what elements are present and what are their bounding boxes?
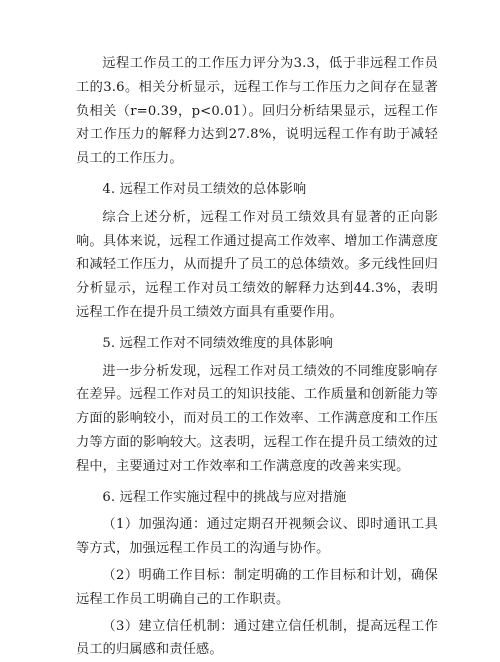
paragraph-overall-impact: 综合上述分析，远程工作对员工绩效具有显著的正向影响。具体来说，远程工作通过提高工作效率、增加工作满意度和减轻工作压力，从而提升了员工的总体绩效。多元线性回归分析显示，远程工作对员工绩效的解释力达到44.3%，表明远程工作在提升员工绩效方面具有重要作用。 — [76, 209, 438, 320]
paragraph-dimension-impact: 进一步分析发现，远程工作对员工绩效的不同维度影响存在差异。远程工作对员工的知识技能、工作质量和创新能力等方面的影响较小，而对员工的工作效率、工作满意度和工作压力等方面的影响较大。这表明，远程工作在提升员工绩效的过程中，主要通过对工作效率和工作满意度的改善来实现。 — [76, 363, 438, 474]
section-heading-6: 6. 远程工作实施过程中的挑战与应对措施 — [102, 489, 347, 505]
section-heading-5: 5. 远程工作对不同绩效维度的具体影响 — [102, 335, 334, 351]
list-item-goals: （2）明确工作目标：制定明确的工作目标和计划，确保远程工作员工明确自己的工作职责。 — [76, 567, 438, 607]
section-heading-4: 4. 远程工作对员工绩效的总体影响 — [102, 181, 307, 197]
document-page — [76, 52, 438, 662]
list-item-communication: （1）加强沟通：通过定期召开视频会议、即时通讯工具等方式，加强远程工作员工的沟通与协作。 — [76, 517, 438, 557]
paragraph-work-pressure: 远程工作员工的工作压力评分为3.3，低于非远程工作员工的3.6。相关分析显示，远程工作与工作压力之间存在显著负相关（r=0.39，p<0.01）。回归分析结果显示，远程工作对工作压力的解释力达到27.8%，说明远程工作有助于减轻员工的工作压力。 — [76, 56, 438, 167]
list-item-trust: （3）建立信任机制：通过建立信任机制，提高远程工作员工的归属感和责任感。 — [76, 618, 438, 658]
